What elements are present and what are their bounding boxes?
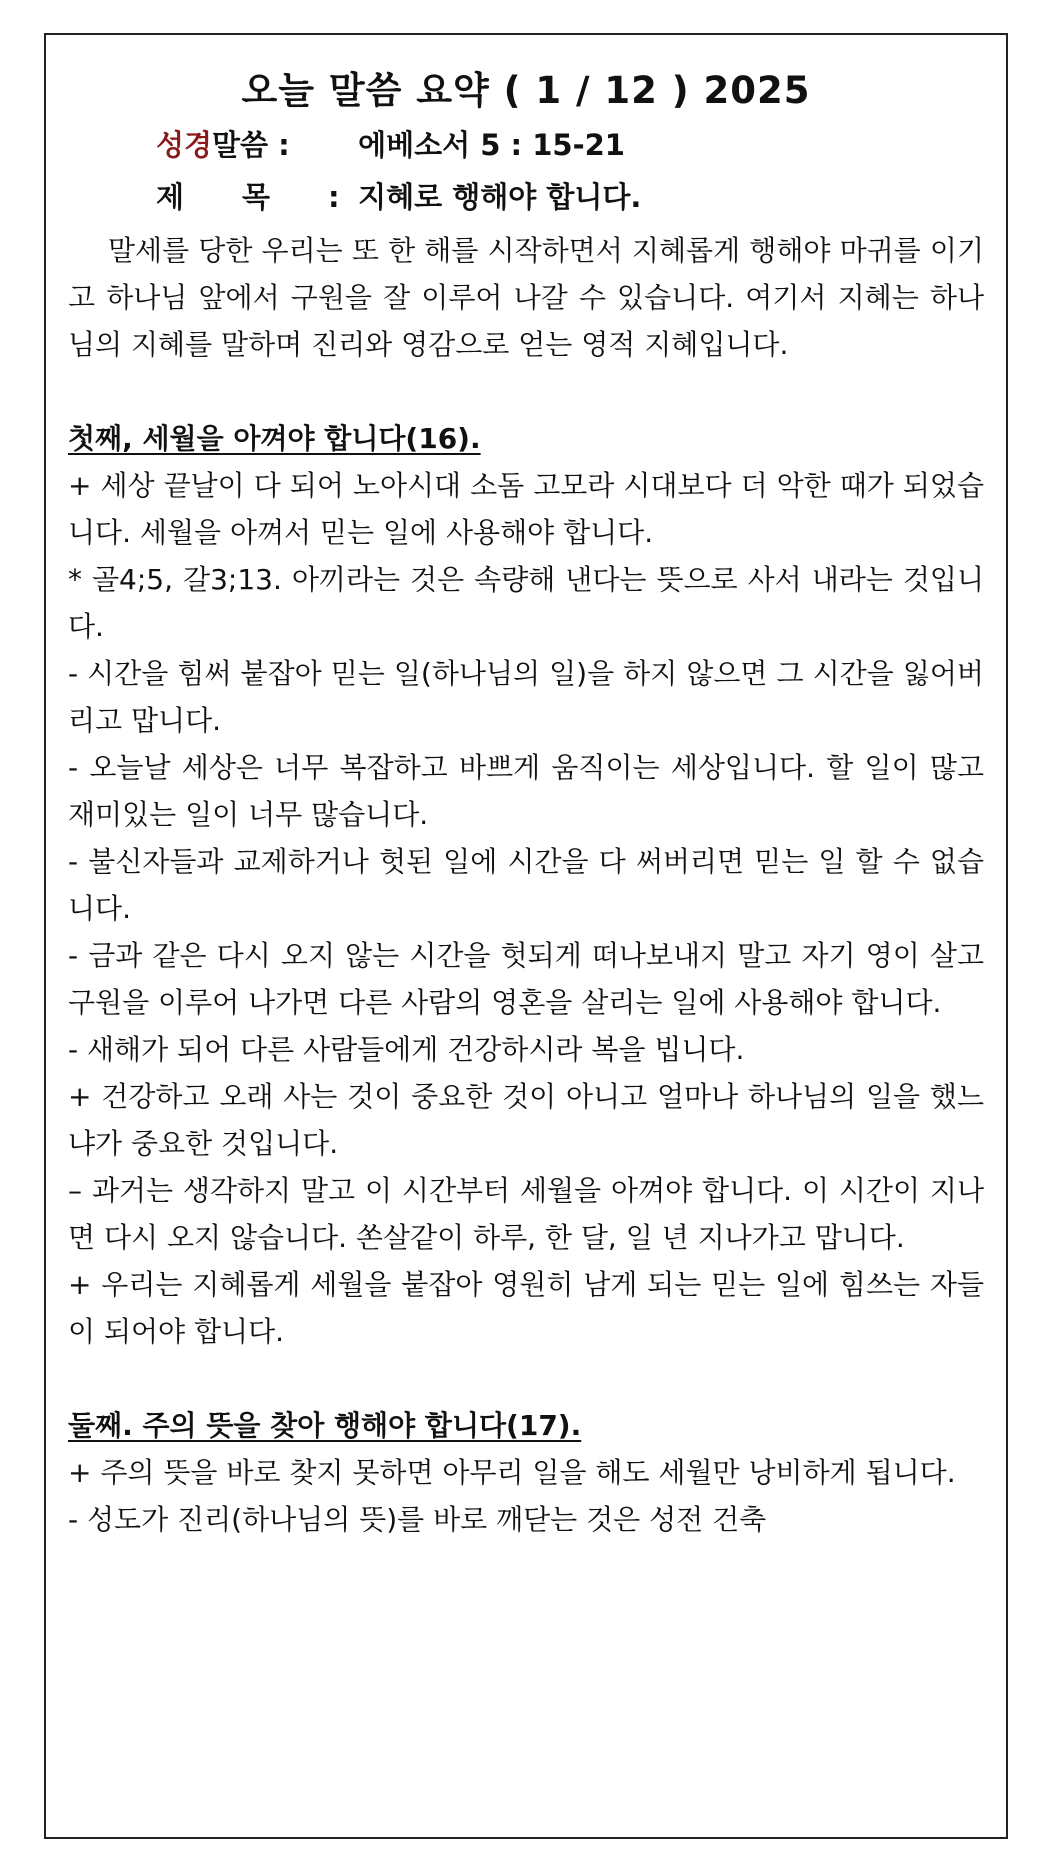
section-1-line: * 골4;5, 갈3;13. 아끼라는 것은 속량해 낸다는 뜻으로 사서 내라는 것입니다.: [68, 563, 984, 643]
section-1-line: + 우리는 지혜롭게 세월을 붙잡아 영원히 남게 되는 믿는 일에 힘쓰는 자들이 되어야 합니다.: [68, 1268, 984, 1348]
section-1-line: - 금과 같은 다시 오지 않는 시간을 헛되게 떠나보내지 말고 자기 영이 살고 구원을 이루어 나가면 다른 사람의 영혼을 살리는 일에 사용해야 합니다.: [68, 939, 984, 1019]
scripture-label-rest: 말씀: [212, 128, 269, 162]
subject-label: 제목: [156, 180, 329, 214]
scripture-separator: :: [278, 128, 290, 162]
section-2-heading: 둘째. 주의 뜻을 찾아 행해야 합니다(17).: [68, 1409, 582, 1442]
page-title: 오늘 말씀 요약 ( 1 / 12 ) 2025: [241, 69, 811, 112]
section-2-line: + 주의 뜻을 바로 찾지 못하면 아무리 일을 해도 세월만 낭비하게 됩니다.: [68, 1456, 956, 1489]
document-body: [46, 227, 1006, 1543]
section-gap: [68, 368, 984, 415]
section-1-line: + 건강하고 오래 사는 것이 중요한 것이 아니고 얼마나 하나님의 일을 했느냐가 중요한 것입니다.: [68, 1080, 984, 1160]
section-2-line: - 성도가 진리(하나님의 뜻)를 바로 깨닫는 것은 성전 건축: [68, 1503, 767, 1536]
section-1-line: - 불신자들과 교제하거나 헛된 일에 시간을 다 써버리면 믿는 일 할 수 없습니다.: [68, 845, 984, 925]
subject-label-wrap: [156, 171, 348, 223]
section-1-line: + 세상 끝날이 다 되어 노아시대 소돔 고모라 시대보다 더 악한 때가 되었습니다. 세월을 아껴서 믿는 일에 사용해야 합니다.: [68, 469, 984, 549]
section-1-line: – 과거는 생각하지 말고 이 시간부터 세월을 아껴야 합니다. 이 시간이 지나면 다시 오지 않습니다. 쏜살같이 하루, 한 달, 일 년 지나가고 맙니다.: [68, 1174, 984, 1254]
scripture-value: 에베소서 5 : 15-21: [358, 128, 625, 162]
section-1-heading: 첫째, 세월을 아껴야 합니다(16).: [68, 422, 481, 455]
sermon-summary-page: [44, 33, 1008, 1839]
section-gap: [68, 1355, 984, 1402]
section-1-line: - 시간을 힘써 붙잡아 믿는 일(하나님의 일)을 하지 않으면 그 시간을 잃어버리고 맙니다.: [68, 657, 984, 737]
scripture-label: [156, 119, 348, 171]
subject-row: [46, 171, 1006, 223]
section-1-line: - 새해가 되어 다른 사람들에게 건강하시라 복을 빕니다.: [68, 1033, 745, 1066]
scripture-label-colored: 성경: [156, 128, 213, 162]
subject-separator: :: [328, 180, 340, 214]
section-1-line: - 오늘날 세상은 너무 복잡하고 바쁘게 움직이는 세상입니다. 할 일이 많고 재미있는 일이 너무 많습니다.: [68, 751, 984, 831]
scripture-row: [46, 119, 1006, 171]
intro-paragraph: 말세를 당한 우리는 또 한 해를 시작하면서 지혜롭게 행해야 마귀를 이기고 하나님 앞에서 구원을 잘 이루어 나갈 수 있습니다. 여기서 지혜는 하나님의 지혜를 말하며 진리와 영감으로 얻는 영적 지혜입니다.: [68, 234, 984, 361]
subject-value: 지혜로 행해야 합니다.: [358, 180, 642, 214]
